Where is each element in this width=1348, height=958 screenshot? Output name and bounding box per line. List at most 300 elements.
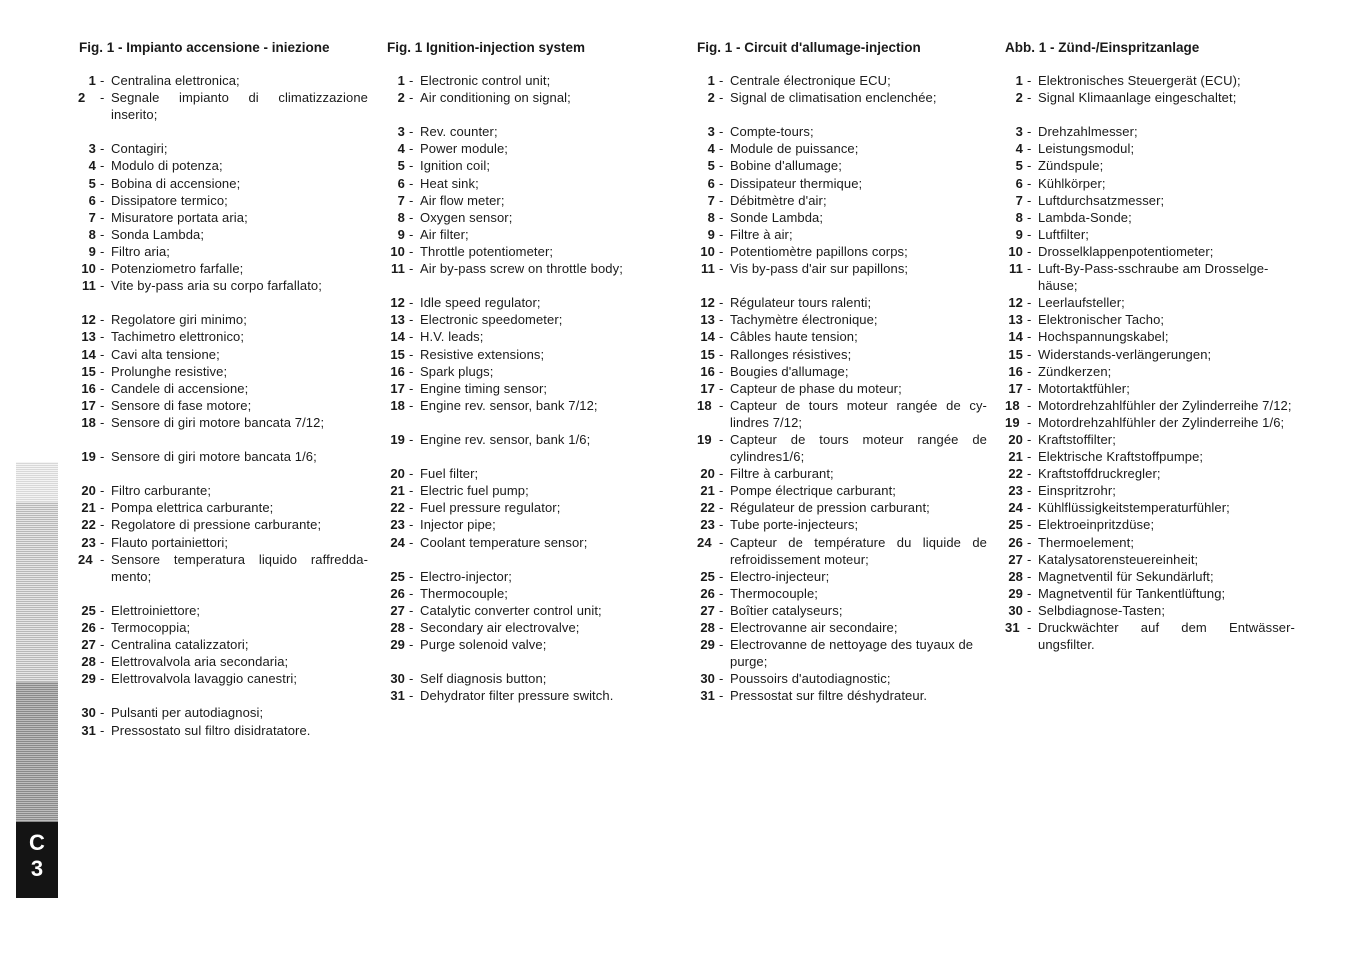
item-number: 16 bbox=[700, 363, 715, 379]
list-item bbox=[387, 311, 677, 328]
item-text: Kraftstoffdruckregler; bbox=[1038, 466, 1161, 482]
item-text: Pressostat sur filtre déshydrateur. bbox=[730, 688, 928, 704]
list-item bbox=[387, 243, 677, 260]
item-number: 22 bbox=[81, 517, 96, 533]
item-text: Regolatore giri minimo; bbox=[111, 312, 247, 328]
list-item bbox=[1005, 465, 1295, 482]
list-item bbox=[697, 585, 987, 602]
item-text: Luft-By-Pass-sschraube am Drosselge-häuse; bbox=[1038, 261, 1269, 294]
item-number: 15 bbox=[390, 346, 405, 362]
item-number: 24 bbox=[78, 551, 93, 567]
list-item bbox=[78, 602, 368, 619]
item-text: Thermocouple; bbox=[420, 585, 509, 601]
item-dash: - bbox=[719, 243, 724, 259]
list-item bbox=[387, 687, 677, 704]
list-item bbox=[78, 551, 368, 585]
item-dash: - bbox=[409, 312, 414, 328]
item-text: Oxygen sensor; bbox=[420, 209, 513, 225]
item-text: Prolunghe resistive; bbox=[111, 363, 228, 379]
list-item bbox=[1005, 209, 1295, 226]
list-item bbox=[1005, 311, 1295, 328]
item-text: Throttle potentiometer; bbox=[420, 243, 554, 259]
item-number: 10 bbox=[81, 261, 96, 277]
item-text: Drosselklappenpotentiometer; bbox=[1038, 243, 1214, 259]
item-number: 21 bbox=[700, 483, 715, 499]
item-dash: - bbox=[1027, 449, 1032, 465]
item-number: 26 bbox=[81, 620, 96, 635]
item-number: 1 bbox=[707, 73, 715, 88]
item-number: 17 bbox=[1008, 380, 1023, 396]
item-dash: - bbox=[100, 312, 105, 328]
item-number: 17 bbox=[700, 380, 715, 396]
item-dash: - bbox=[409, 483, 414, 499]
list-item bbox=[387, 516, 677, 533]
list-item bbox=[78, 414, 368, 431]
item-text: Câbles haute tension; bbox=[730, 329, 858, 345]
item-number: 17 bbox=[81, 397, 96, 413]
item-number: 28 bbox=[81, 654, 96, 670]
list-item bbox=[1005, 431, 1295, 448]
item-text: Resistive extensions; bbox=[420, 346, 545, 362]
item-number: 6 bbox=[707, 175, 715, 191]
item-text: Compte-tours; bbox=[730, 124, 814, 140]
list-item bbox=[387, 636, 677, 653]
list-item bbox=[387, 585, 677, 602]
column-french bbox=[697, 38, 987, 704]
item-number: 12 bbox=[1008, 295, 1023, 311]
item-text: Regolatore di pressione carburante; bbox=[111, 517, 322, 533]
list-item bbox=[78, 311, 368, 328]
item-number: 14 bbox=[81, 346, 96, 362]
item-dash: - bbox=[100, 192, 105, 208]
list-item bbox=[387, 226, 677, 243]
item-dash: - bbox=[100, 517, 105, 533]
list-item bbox=[387, 192, 677, 209]
list-item bbox=[1005, 585, 1295, 602]
item-number: 5 bbox=[707, 158, 715, 174]
item-dash: - bbox=[1027, 73, 1032, 88]
item-text: Pompe électrique carburant; bbox=[730, 483, 897, 499]
item-dash: - bbox=[1027, 124, 1032, 140]
item-number: 23 bbox=[1008, 483, 1023, 499]
item-dash: - bbox=[100, 500, 105, 516]
item-number: 18 bbox=[81, 414, 96, 430]
item-text: Signal Klimaanlage eingeschaltet; bbox=[1038, 90, 1237, 106]
item-text: Contagiri; bbox=[111, 141, 168, 157]
list-item bbox=[387, 431, 677, 448]
list-item bbox=[697, 516, 987, 533]
item-text: Rallonges résistives; bbox=[730, 346, 852, 362]
item-dash: - bbox=[409, 517, 414, 533]
item-dash: - bbox=[409, 141, 414, 157]
item-dash: - bbox=[719, 380, 724, 396]
item-text: Bobina di accensione; bbox=[111, 175, 241, 191]
item-dash: - bbox=[1027, 141, 1032, 157]
item-text: Filtro aria; bbox=[111, 243, 170, 259]
item-dash: - bbox=[1027, 568, 1032, 584]
list-item bbox=[78, 277, 368, 294]
item-text: Selbdiagnose-Tasten; bbox=[1038, 602, 1166, 618]
item-number: 14 bbox=[390, 329, 405, 345]
item-text: Magnetventil für Tankentlüftung; bbox=[1038, 585, 1226, 601]
item-text: Capteur de température du liquide de refroidissement moteur; bbox=[730, 534, 987, 567]
item-dash: - bbox=[100, 226, 105, 242]
item-text: Power module; bbox=[420, 141, 509, 157]
item-number: 6 bbox=[1015, 175, 1023, 191]
item-number: 7 bbox=[707, 192, 715, 208]
list-item bbox=[697, 89, 987, 106]
item-text: Hochspannungskabel; bbox=[1038, 329, 1169, 345]
item-text: Drehzahlmesser; bbox=[1038, 124, 1138, 140]
list-item bbox=[78, 636, 368, 653]
list-item bbox=[387, 670, 677, 687]
list-item bbox=[697, 670, 987, 687]
item-text: Lambda-Sonde; bbox=[1038, 209, 1132, 225]
item-dash: - bbox=[100, 483, 105, 499]
item-number: 29 bbox=[1008, 585, 1023, 601]
item-number: 28 bbox=[700, 620, 715, 635]
list-item bbox=[697, 397, 987, 431]
item-text: Sonde Lambda; bbox=[730, 209, 824, 225]
item-number: 29 bbox=[81, 671, 96, 687]
item-text: Pressostato sul filtro disidratatore. bbox=[111, 722, 311, 738]
item-number: 2 bbox=[707, 90, 715, 106]
list-item bbox=[78, 397, 368, 414]
item-number: 29 bbox=[700, 637, 715, 653]
item-number: 26 bbox=[700, 585, 715, 601]
list-item bbox=[387, 175, 677, 192]
list-item bbox=[1005, 397, 1295, 414]
item-text: Heat sink; bbox=[420, 175, 479, 191]
legend-list bbox=[387, 72, 677, 704]
item-dash: - bbox=[100, 158, 105, 174]
item-dash: - bbox=[1027, 243, 1032, 259]
item-dash: - bbox=[719, 226, 724, 242]
item-number: 26 bbox=[390, 585, 405, 601]
item-dash: - bbox=[719, 346, 724, 362]
item-text: Elettrovalvola lavaggio canestri; bbox=[111, 671, 298, 687]
item-dash: - bbox=[100, 346, 105, 362]
item-dash: - bbox=[719, 517, 724, 533]
item-number: 8 bbox=[1015, 209, 1023, 225]
item-dash: - bbox=[409, 500, 414, 516]
item-dash: - bbox=[100, 449, 105, 465]
item-text: Filtre à carburant; bbox=[730, 466, 834, 482]
item-dash: - bbox=[409, 346, 414, 362]
item-text: Sensore di giri motore bancata 7/12; bbox=[111, 414, 325, 430]
item-dash: - bbox=[100, 705, 105, 721]
item-dash: - bbox=[1027, 295, 1032, 311]
item-text: Einspritzrohr; bbox=[1038, 483, 1116, 499]
list-item bbox=[697, 363, 987, 380]
column-german bbox=[1005, 38, 1295, 653]
item-text: Régulateur tours ralenti; bbox=[730, 295, 872, 311]
item-number: 27 bbox=[390, 602, 405, 618]
item-dash: - bbox=[100, 73, 105, 88]
list-item bbox=[697, 619, 987, 636]
item-number: 25 bbox=[390, 568, 405, 584]
item-text: Thermocouple; bbox=[730, 585, 819, 601]
item-number: 18 bbox=[697, 397, 712, 413]
list-item bbox=[697, 346, 987, 363]
item-dash: - bbox=[409, 585, 414, 601]
list-item bbox=[78, 380, 368, 397]
item-number: 12 bbox=[390, 295, 405, 311]
item-number: 20 bbox=[81, 483, 96, 499]
item-dash: - bbox=[1027, 209, 1032, 225]
item-number: 24 bbox=[390, 534, 405, 550]
item-number: 11 bbox=[701, 261, 715, 277]
item-number: 28 bbox=[390, 620, 405, 635]
list-item bbox=[78, 72, 368, 89]
item-text: Electro-injector; bbox=[420, 568, 513, 584]
item-text: Leerlaufsteller; bbox=[1038, 295, 1125, 311]
item-dash: - bbox=[1027, 192, 1032, 208]
item-dash: - bbox=[100, 671, 105, 687]
item-dash: - bbox=[100, 602, 105, 618]
item-text: Katalysatorensteuereinheit; bbox=[1038, 551, 1199, 567]
item-dash: - bbox=[409, 90, 414, 106]
item-text: Capteur de tours moteur rangée de cylindres1/6; bbox=[730, 431, 987, 465]
item-text: Druckwächter auf dem Entwässer-ungsfilter. bbox=[1038, 620, 1295, 653]
item-number: 9 bbox=[707, 226, 715, 242]
item-text: Modulo di potenza; bbox=[111, 158, 223, 174]
item-text: Engine rev. sensor, bank 7/12; bbox=[420, 397, 598, 413]
list-item bbox=[697, 328, 987, 345]
item-text: Signal de climatisation enclenchée; bbox=[730, 90, 937, 106]
item-dash: - bbox=[1027, 431, 1032, 447]
item-dash: - bbox=[100, 414, 105, 430]
list-item bbox=[387, 568, 677, 585]
item-dash: - bbox=[100, 534, 105, 550]
item-text: Spark plugs; bbox=[420, 363, 494, 379]
item-number: 2 bbox=[1015, 90, 1023, 106]
item-text: Widerstands-verlängerungen; bbox=[1038, 346, 1212, 362]
list-item bbox=[78, 722, 368, 739]
list-item bbox=[1005, 157, 1295, 174]
item-dash: - bbox=[100, 90, 105, 106]
item-text: Filtre à air; bbox=[730, 226, 793, 242]
item-text: Motortaktfühler; bbox=[1038, 380, 1130, 396]
item-number: 22 bbox=[390, 500, 405, 516]
item-dash: - bbox=[719, 397, 724, 413]
item-text: Centrale électronique ECU; bbox=[730, 73, 891, 88]
list-item bbox=[1005, 226, 1295, 243]
item-number: 27 bbox=[700, 602, 715, 618]
item-dash: - bbox=[719, 500, 724, 516]
item-number: 11 bbox=[1009, 261, 1023, 277]
list-item bbox=[387, 619, 677, 636]
item-dash: - bbox=[1027, 620, 1032, 635]
tab-shading bbox=[16, 502, 58, 682]
item-dash: - bbox=[409, 73, 414, 88]
tab-shading-dark bbox=[16, 682, 58, 822]
item-dash: - bbox=[719, 175, 724, 191]
item-dash: - bbox=[409, 568, 414, 584]
item-dash: - bbox=[1027, 90, 1032, 106]
list-item bbox=[387, 380, 677, 397]
item-number: 22 bbox=[1008, 466, 1023, 482]
item-number: 10 bbox=[1008, 243, 1023, 259]
item-dash: - bbox=[1027, 517, 1032, 533]
item-dash: - bbox=[719, 329, 724, 345]
item-dash: - bbox=[1027, 397, 1032, 413]
list-item bbox=[697, 243, 987, 260]
item-number: 15 bbox=[81, 363, 96, 379]
list-item bbox=[78, 328, 368, 345]
item-number: 6 bbox=[397, 175, 405, 191]
item-dash: - bbox=[409, 124, 414, 140]
item-dash: - bbox=[100, 261, 105, 277]
item-dash: - bbox=[719, 431, 724, 447]
item-text: Segnale impianto di climatizzazione inserito; bbox=[111, 90, 368, 123]
item-number: 31 bbox=[390, 688, 405, 704]
item-number: 9 bbox=[1015, 226, 1023, 242]
item-number: 23 bbox=[81, 534, 96, 550]
item-number: 13 bbox=[81, 329, 96, 345]
list-item bbox=[1005, 140, 1295, 157]
item-text: Air by-pass screw on throttle body; bbox=[420, 261, 623, 277]
list-item bbox=[697, 311, 987, 328]
item-dash: - bbox=[719, 602, 724, 618]
item-text: Elektroeinpritzdüse; bbox=[1038, 517, 1155, 533]
item-dash: - bbox=[1027, 175, 1032, 191]
item-text: Self diagnosis button; bbox=[420, 671, 547, 687]
item-dash: - bbox=[719, 466, 724, 482]
item-number: 25 bbox=[700, 568, 715, 584]
list-item bbox=[387, 260, 677, 277]
item-dash: - bbox=[1027, 380, 1032, 396]
column-english bbox=[387, 38, 677, 704]
item-text: Capteur de tours moteur rangée de cy-lindres 7/12; bbox=[730, 397, 987, 430]
item-text: Fuel filter; bbox=[420, 466, 479, 482]
list-item bbox=[387, 482, 677, 499]
item-number: 21 bbox=[81, 500, 96, 516]
item-text: Motordrehzahlfühler der Zylinderreihe 7/12; bbox=[1038, 397, 1292, 413]
item-text: Kühlflüssigkeitstemperaturfühler; bbox=[1038, 500, 1230, 516]
list-item bbox=[78, 209, 368, 226]
item-dash: - bbox=[1027, 346, 1032, 362]
list-item bbox=[78, 192, 368, 209]
list-item bbox=[387, 328, 677, 345]
list-item bbox=[78, 499, 368, 516]
item-dash: - bbox=[100, 620, 105, 635]
item-dash: - bbox=[100, 175, 105, 191]
item-number: 25 bbox=[1008, 517, 1023, 533]
item-text: Candele di accensione; bbox=[111, 380, 249, 396]
item-text: Purge solenoid valve; bbox=[420, 637, 547, 653]
list-item bbox=[387, 499, 677, 516]
item-number: 31 bbox=[700, 688, 715, 704]
item-number: 1 bbox=[88, 73, 96, 88]
list-item bbox=[697, 226, 987, 243]
item-number: 26 bbox=[1008, 534, 1023, 550]
item-text: Electro-injecteur; bbox=[730, 568, 830, 584]
item-number: 3 bbox=[88, 141, 96, 157]
item-text: Elektronisches Steuergerät (ECU); bbox=[1038, 73, 1241, 88]
item-number: 22 bbox=[700, 500, 715, 516]
list-item bbox=[697, 602, 987, 619]
item-text: Bougies d'allumage; bbox=[730, 363, 849, 379]
item-number: 20 bbox=[390, 466, 405, 482]
item-dash: - bbox=[719, 483, 724, 499]
item-text: Thermoelement; bbox=[1038, 534, 1135, 550]
item-number: 19 bbox=[697, 431, 712, 447]
section-label bbox=[16, 822, 58, 898]
item-dash: - bbox=[719, 261, 724, 277]
item-text: Termocoppia; bbox=[111, 620, 191, 635]
item-dash: - bbox=[409, 261, 414, 277]
list-item bbox=[1005, 482, 1295, 499]
list-item bbox=[697, 431, 987, 465]
item-dash: - bbox=[1027, 363, 1032, 379]
list-item bbox=[1005, 380, 1295, 397]
item-text: Electrovanne air secondaire; bbox=[730, 620, 898, 635]
item-text: Module de puissance; bbox=[730, 141, 859, 157]
item-text: Dissipatore termico; bbox=[111, 192, 228, 208]
list-item bbox=[697, 72, 987, 89]
list-item bbox=[697, 636, 987, 670]
item-number: 8 bbox=[397, 209, 405, 225]
item-dash: - bbox=[409, 363, 414, 379]
item-number: 12 bbox=[81, 312, 96, 328]
item-text: Catalytic converter control unit; bbox=[420, 602, 602, 618]
list-item bbox=[1005, 175, 1295, 192]
item-number: 9 bbox=[88, 243, 96, 259]
item-dash: - bbox=[100, 329, 105, 345]
item-text: Centralina elettronica; bbox=[111, 73, 240, 88]
item-dash: - bbox=[409, 602, 414, 618]
item-text: Pompa elettrica carburante; bbox=[111, 500, 274, 516]
item-number: 16 bbox=[390, 363, 405, 379]
list-item bbox=[1005, 414, 1295, 431]
list-item bbox=[1005, 568, 1295, 585]
item-text: Air conditioning on signal; bbox=[420, 90, 571, 106]
item-number: 8 bbox=[88, 226, 96, 242]
item-text: Sonda Lambda; bbox=[111, 226, 205, 242]
item-number: 18 bbox=[390, 397, 405, 413]
item-text: Ignition coil; bbox=[420, 158, 491, 174]
column-italian bbox=[78, 38, 368, 739]
item-dash: - bbox=[100, 141, 105, 157]
item-text: Cavi alta tensione; bbox=[111, 346, 220, 362]
item-number: 24 bbox=[697, 534, 712, 550]
item-dash: - bbox=[1027, 158, 1032, 174]
list-item bbox=[1005, 551, 1295, 568]
list-item bbox=[387, 72, 677, 89]
item-number: 4 bbox=[1015, 141, 1023, 157]
item-dash: - bbox=[1027, 226, 1032, 242]
item-number: 6 bbox=[88, 192, 96, 208]
list-item bbox=[697, 192, 987, 209]
item-number: 18 bbox=[1005, 397, 1020, 413]
item-dash: - bbox=[409, 192, 414, 208]
item-text: Potenziometro farfalle; bbox=[111, 261, 244, 277]
item-dash: - bbox=[719, 312, 724, 328]
item-number: 4 bbox=[397, 141, 405, 157]
item-dash: - bbox=[409, 380, 414, 396]
list-item bbox=[1005, 602, 1295, 619]
item-dash: - bbox=[100, 654, 105, 670]
item-number: 5 bbox=[397, 158, 405, 174]
item-text: Electrovanne de nettoyage des tuyaux de purge; bbox=[730, 637, 974, 670]
item-dash: - bbox=[1027, 551, 1032, 567]
list-item bbox=[78, 619, 368, 636]
item-number: 2 bbox=[397, 90, 405, 106]
item-text: Tachimetro elettronico; bbox=[111, 329, 245, 345]
item-dash: - bbox=[1027, 483, 1032, 499]
item-text: Elettrovalvola aria secondaria; bbox=[111, 654, 289, 670]
